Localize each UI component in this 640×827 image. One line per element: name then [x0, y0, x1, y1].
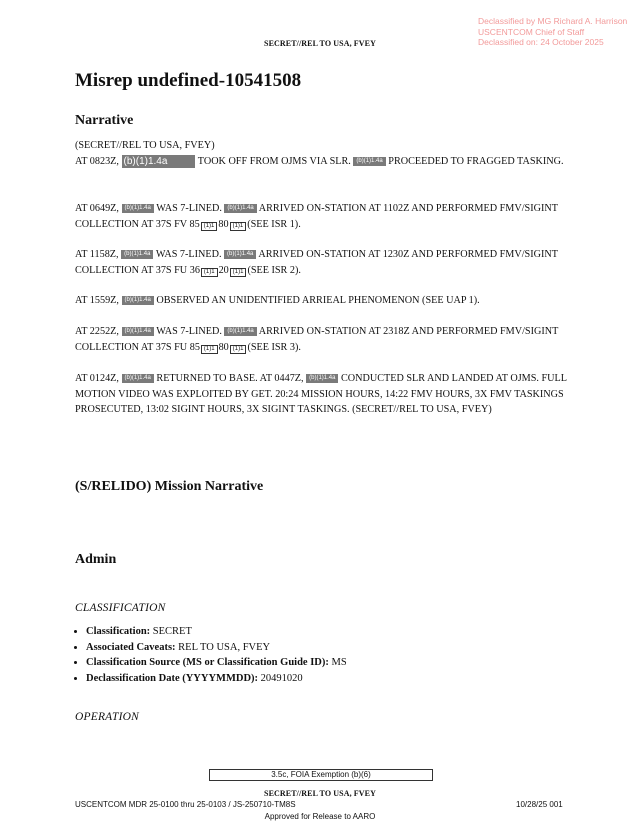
narrative-paragraph-6 [75, 371, 575, 418]
redaction-block: (b)(1)1.4a [306, 374, 338, 383]
text-segment: WAS 7-LINED. [156, 203, 222, 214]
redaction-box: (1)1 [230, 268, 247, 277]
text-segment: AT 1158Z, [75, 249, 119, 260]
redaction-box: (1)1 [201, 268, 218, 277]
narrative-paragraph-1 [75, 138, 575, 169]
field-value: REL TO USA, FVEY [178, 641, 271, 653]
classification-subheading: CLASSIFICATION [75, 602, 166, 614]
redaction-block: (b)(1)1.4a [122, 327, 154, 336]
field-label: Declassification Date (YYYYMMDD): [86, 672, 259, 684]
field-label: Classification: [86, 626, 151, 637]
footer-release-note: Approved for Release to AARO [264, 812, 376, 821]
text-segment: 0 [223, 264, 229, 276]
list-item [86, 640, 347, 656]
redaction-block: (b)(1)1.4a [224, 250, 256, 259]
redaction-box: (1)1 [230, 222, 247, 231]
text-segment: WAS 7-LINED. [156, 326, 222, 337]
redaction-box: (1)1 [201, 222, 218, 231]
page-title: Misrep undefined-10541508 [75, 70, 302, 91]
footer-classification: SECRET//REL TO USA, FVEY [264, 789, 376, 798]
narrative-paragraph-2 [75, 201, 575, 232]
text-segment: (SEE ISR 3). [247, 341, 301, 353]
text-segment: 8 [218, 218, 224, 230]
text-segment: ARRIVED ON-STATION AT 1230Z AND PERFORMED FMV/SIGINT COLLECTION AT 37S FU 3 [75, 249, 558, 276]
footer-document-id: USCENTCOM MDR 25-0100 thru 25-0103 / JS-250710-TM8S [75, 800, 296, 809]
redaction-block: (b)(1)1.4a [122, 204, 154, 213]
field-value: 20491020 [260, 672, 303, 684]
text-segment: 0 [223, 341, 229, 353]
operation-subheading: OPERATION [75, 711, 139, 723]
text-segment: AT 0823Z, [75, 155, 119, 167]
field-label: Associated Caveats: [86, 641, 176, 653]
text-segment: ARRIVED ON-STATION AT 1102Z AND PERFORMED FMV/SIGINT COLLECTION AT 37S FV 8 [75, 203, 558, 230]
text-segment: PROCEEDED TO FRAGGED TASKING. [388, 155, 564, 167]
redaction-block: (b)(1)1.4a [224, 327, 256, 336]
redaction-block: (b)(1)1.4a [224, 204, 256, 213]
text-segment: AT 1559Z, [75, 295, 119, 306]
text-segment: OBSERVED AN UNIDENTIFIED ARRIEAL PHENOMENON (SEE UAP 1). [156, 295, 480, 306]
redaction-box: (1)1 [230, 345, 247, 354]
classification-fields-list [75, 624, 347, 686]
redaction-block: (b)(1)1.4a [122, 374, 154, 383]
text-segment: AT 2252Z, [75, 326, 119, 337]
narrative-paragraph-3 [75, 247, 575, 278]
text-segment: TOOK OFF FROM OJMS VIA SLR. [197, 155, 351, 167]
narrative-heading: Narrative [75, 113, 134, 128]
field-value: MS [331, 657, 347, 668]
list-item [86, 624, 347, 640]
stamp-line: Declassified by MG Richard A. Harrison [478, 16, 628, 26]
stamp-line: Declassified on: 24 October 2025 [478, 37, 604, 47]
text-segment: ARRIVED ON-STATION AT 2318Z AND PERFORMED FMV/SIGINT COLLECTION AT 37S FU 8 [75, 326, 559, 353]
admin-heading: Admin [75, 552, 117, 567]
redaction-block: (b)(1)1.4a [122, 296, 154, 305]
narrative-paragraph-5 [75, 324, 575, 355]
redaction-box: (1)1 [201, 345, 218, 354]
text-segment: 2 [218, 264, 224, 276]
text-segment: WAS 7-LINED. [155, 249, 222, 260]
text-segment: (SEE ISR 2). [247, 264, 301, 276]
narrative-paragraph-4 [75, 293, 575, 309]
mission-narrative-heading: (S/RELIDO) Mission Narrative [75, 479, 264, 494]
text-segment: 0 [223, 218, 229, 230]
redaction-block: (b)(1)1.4a [353, 157, 385, 166]
text-segment: RETURNED TO BASE. AT 0447Z, [156, 373, 304, 384]
text-segment: AT 0649Z, [75, 203, 119, 214]
list-item [86, 671, 347, 687]
redaction-block: (b)(1)1.4a [122, 155, 196, 168]
text-segment: 5 [194, 341, 200, 353]
field-value: SECRET [152, 626, 192, 637]
foia-exemption-box: 3.5c, FOIA Exemption (b)(6) [209, 769, 433, 781]
text-segment: 6 [194, 264, 200, 276]
text-segment: CONDUCTED SLR AND LANDED AT OJMS. FULL MOTION VIDEO WAS EXPLOITED BY GET. 20:24 MISSION HOURS, 14:22 FMV HOURS, 3X FMV TASKINGS PROSECUTED, 13:02 SIGINT HOURS, 3X SIGINT TASKINGS. (SECRET//REL TO USA, FVEY) [75, 373, 567, 415]
text-segment: AT 0124Z, [75, 373, 119, 384]
text-segment: (SEE ISR 1). [247, 218, 301, 230]
list-item [86, 655, 347, 671]
stamp-line: USCENTCOM Chief of Staff [478, 26, 585, 37]
footer-date-page: 10/28/25 001 [516, 800, 563, 809]
header-classification: SECRET//REL TO USA, FVEY [264, 39, 376, 48]
text-segment: 8 [218, 341, 224, 353]
field-label: Classification Source (MS or Classification Guide ID): [86, 657, 329, 668]
paragraph-classification: (SECRET//REL TO USA, FVEY) [75, 140, 215, 151]
redaction-block: (b)(1)1.4a [121, 250, 153, 259]
text-segment: 5 [194, 218, 200, 230]
